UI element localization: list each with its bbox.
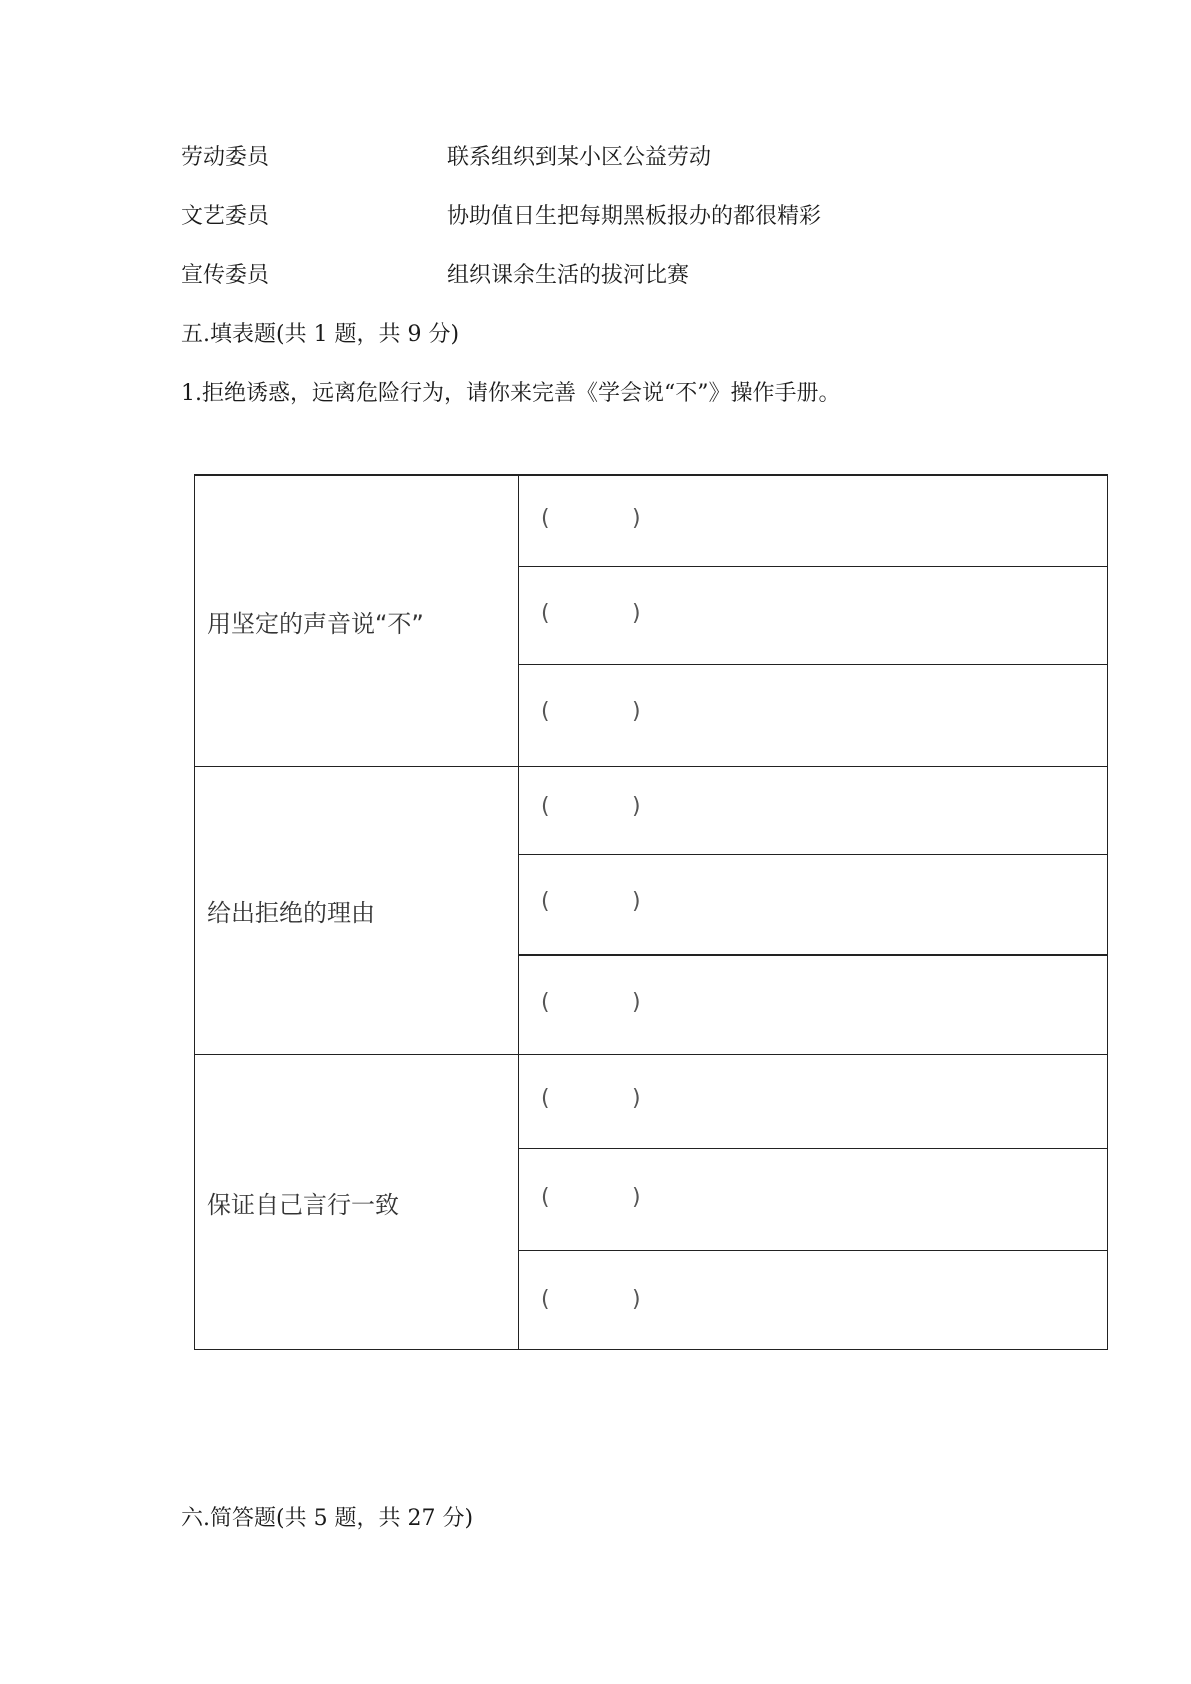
blank-cell[interactable] [519,1250,1107,1350]
table-group [195,766,1107,1054]
group-label: 给出拒绝的理由 [195,766,519,1054]
role-label: 宣传委员 [181,263,270,288]
close-paren: ) [632,990,641,1015]
blank-cell[interactable] [519,566,1107,664]
table-group [195,476,1107,766]
group-label: 保证自己言行一致 [195,1054,519,1350]
section-5-question: 1.拒绝诱惑，远离危险行为，请你来完善《学会说“不”》操作手册。 [181,381,841,406]
blank-cell[interactable] [519,664,1107,766]
open-paren: ( [541,1287,550,1312]
section-5-heading: 五.填表题(共 1 题，共 9 分) [181,322,460,347]
open-paren: ( [541,1185,550,1210]
task-label: 组织课余生活的拔河比赛 [447,263,690,288]
task-label: 协助值日生把每期黑板报办的都很精彩 [447,204,822,229]
open-paren: ( [541,794,550,819]
role-label: 劳动委员 [181,145,270,170]
blank-cell[interactable] [519,1054,1107,1148]
blank-cell[interactable] [519,476,1107,566]
blank-cell[interactable] [519,1148,1107,1250]
open-paren: ( [541,699,550,724]
close-paren: ) [632,1086,641,1111]
role-label: 文艺委员 [181,204,270,229]
open-paren: ( [541,506,550,531]
task-label: 联系组织到某小区公益劳动 [447,145,712,170]
group-label: 用坚定的声音说“不” [195,476,519,766]
close-paren: ) [632,1185,641,1210]
open-paren: ( [541,889,550,914]
close-paren: ) [632,699,641,724]
open-paren: ( [541,601,550,626]
open-paren: ( [541,1086,550,1111]
blank-cell[interactable] [519,954,1107,1054]
section-6-heading: 六.简答题(共 5 题，共 27 分) [181,1506,474,1531]
pair-row [181,259,1081,293]
close-paren: ) [632,601,641,626]
close-paren: ) [632,794,641,819]
blank-cell[interactable] [519,854,1107,954]
blank-cell[interactable] [519,766,1107,854]
fill-in-table [194,474,1108,1350]
close-paren: ) [632,889,641,914]
open-paren: ( [541,990,550,1015]
pair-row [181,200,1081,234]
close-paren: ) [632,1287,641,1312]
table-group [195,1054,1107,1350]
pair-row [181,141,1081,175]
close-paren: ) [632,506,641,531]
